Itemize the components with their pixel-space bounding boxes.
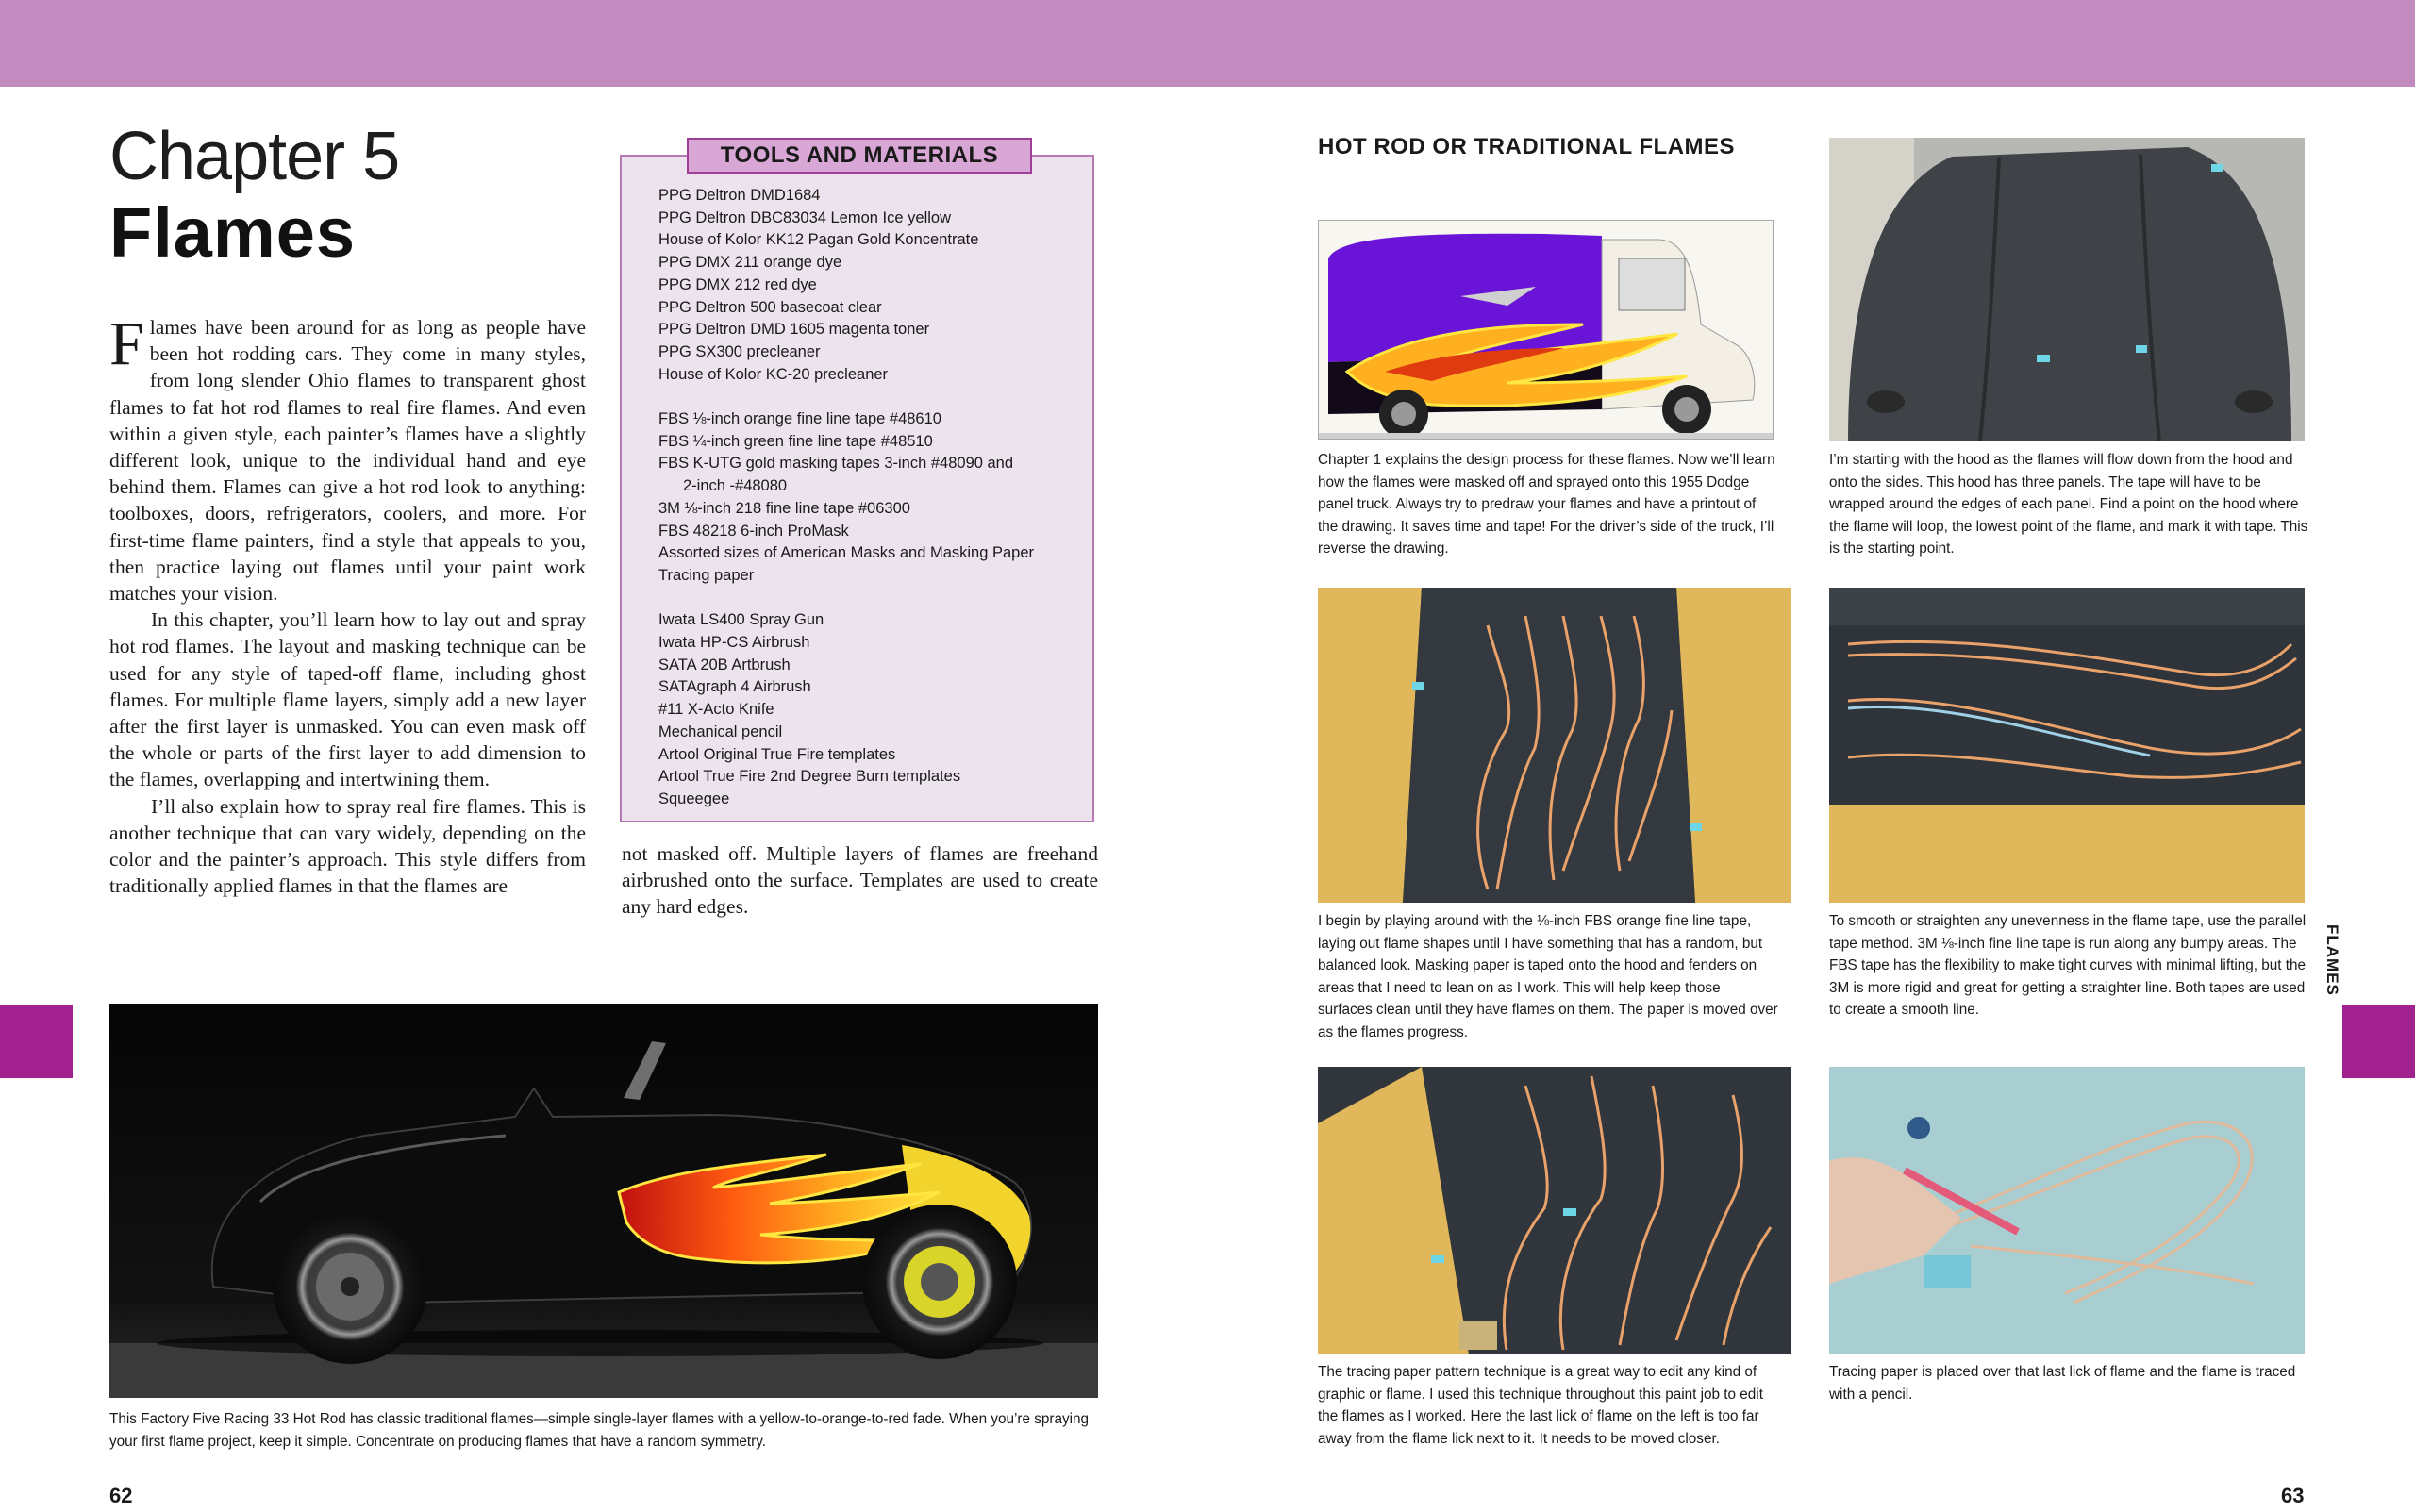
intro-paragraph-2: In this chapter, you’ll learn how to lay out and spray hot rod flames. The layout and masking technique can be used for any style of taped-off flame, including ghost flames. For multiple flame layers, simply add a new layer after the first layer is unmasked. You can even mask off the whole or parts of the first layer to add dimension to the flames, overlapping and intertwining them. <box>109 608 586 791</box>
tool-item: PPG Deltron 500 basecoat clear <box>658 298 882 316</box>
tool-item: #11 X-Acto Knife <box>658 701 774 719</box>
page-number-left: 62 <box>109 1484 133 1507</box>
tool-item: Mechanical pencil <box>658 723 783 740</box>
tool-item: FBS ¼-inch green fine line tape #48510 <box>658 432 933 450</box>
tool-item: 2-inch -#48080 <box>683 477 788 495</box>
caption-4: To smooth or straighten any unevenness in the flame tape, use the parallel tape method. 3M ⅛-inch fine line tape is run along any bumpy areas. The FBS tape has the flexibility to make tight curves with minimal lifting, but the 3M is more rigid and great for getting a straighter line. Both tapes are used to create a smooth line. <box>1829 913 2307 1019</box>
top-color-bar <box>0 0 2415 87</box>
intro-paragraph-1-text: lames have been around for as long as people have been hot rodding cars. They come in many styles, from long slender Ohio flames to transparent ghost flames to fat hot rod flames to real fire flames. And even within a given style, each painter’s flames have a slightly different look, unique to the individual hand and eye behind them. Flames can give a hot rod look to anything: toolboxes, doors, refrigerators, coolers, and more. For first-time flame painters, find a style that appeals to you, then practice laying out flames until your paint work matches your vision. <box>109 316 586 606</box>
caption-6: Tracing paper is placed over that last lick of flame and the flame is traced with a pencil. <box>1829 1364 2296 1403</box>
intro-column-1 <box>109 309 586 899</box>
intro-paragraph-1 <box>109 309 586 606</box>
tool-item: Tracing paper <box>658 566 755 584</box>
parallel-tape-photo <box>1829 588 2305 903</box>
tool-item: 3M ⅛-inch 218 fine line tape #06300 <box>658 499 910 517</box>
side-label-text: FLAMES <box>2323 924 2341 996</box>
tools-materials-header: TOOLS AND MATERIALS <box>687 138 1032 174</box>
caption-1: Chapter 1 explains the design process for these flames. Now we’ll learn how the flames were masked off and sprayed onto this 1955 Dodge panel truck. Always try to predraw your flames and have a printout of the drawing. It saves time and tape! For the driver’s side of the truck, I’ll reverse the drawing. <box>1318 452 1775 557</box>
intro-paragraph-3b: not masked off. Multiple layers of flames are freehand airbrushed onto the surface. Templates are used to create any hard edges. <box>622 842 1098 919</box>
intro-paragraph-3a: I’ll also explain how to spray real fire flames. This is another technique that can vary widely, depending on the color and the painter’s approach. This style differs from traditionally applied flames in that the flames are <box>109 794 586 898</box>
left-side-tab <box>0 1005 73 1078</box>
tool-item: FBS K-UTG gold masking tapes 3-inch #48090 and <box>658 455 1014 473</box>
tool-item: Assorted sizes of American Masks and Masking Paper <box>658 544 1035 562</box>
pencil-tracing-photo <box>1829 1067 2305 1354</box>
tracing-technique-photo <box>1318 1067 1791 1354</box>
caption-3: I begin by playing around with the ⅛-inch FBS orange fine line tape, laying out flame shapes until I have something that has a random, but balanced look. Masking paper is taped onto the hood and fenders on areas that I need to lean on as I work. This will help keep those surfaces clean until they have flames on them. The paper is moved over as the flames progress. <box>1318 913 1778 1040</box>
section-title: HOT ROD OR TRADITIONAL FLAMES <box>1318 134 1736 159</box>
tool-item: FBS ⅛-inch orange fine line tape #48610 <box>658 410 941 428</box>
side-label <box>2323 924 2341 1019</box>
tape-layout-photo <box>1318 588 1791 903</box>
tool-item: PPG Deltron DBC83034 Lemon Ice yellow <box>658 208 951 226</box>
tool-item: PPG SX300 precleaner <box>658 342 821 360</box>
tool-item: Squeegee <box>658 789 730 807</box>
right-side-tab <box>2342 1005 2415 1078</box>
tool-item: PPG DMX 211 orange dye <box>658 254 842 272</box>
caption-5: The tracing paper pattern technique is a great way to edit any kind of graphic or flame. I used this technique throughout this paint job to edit the flames as I worked. Here the last lick of flame on the left is too far away from the flame lick next to it. It needs to be moved closer. <box>1318 1364 1763 1447</box>
hood-photo <box>1829 138 2305 441</box>
tool-item: SATA 20B Artbrush <box>658 656 791 673</box>
drop-cap: F <box>109 309 144 378</box>
tool-item: Artool True Fire 2nd Degree Burn templates <box>658 768 961 786</box>
truck-drawing-photo <box>1318 220 1774 440</box>
page-number-right: 63 <box>2281 1484 2305 1507</box>
chapter-number: Chapter 5 <box>109 119 400 194</box>
tool-item: Iwata HP-CS Airbrush <box>658 634 810 652</box>
tool-item: FBS 48218 6-inch ProMask <box>658 522 849 540</box>
tool-item: PPG Deltron DMD 1605 magenta toner <box>658 321 930 339</box>
chapter-title: Flames <box>109 193 357 272</box>
tools-materials-list <box>658 185 1083 811</box>
tool-item: House of Kolor KC-20 precleaner <box>658 365 889 383</box>
tool-item: House of Kolor KK12 Pagan Gold Koncentrate <box>658 231 979 249</box>
tool-item: PPG DMX 212 red dye <box>658 275 817 293</box>
tool-item: PPG Deltron DMD1684 <box>658 187 821 204</box>
intro-column-2 <box>622 840 1098 921</box>
caption-2: I’m starting with the hood as the flames will flow down from the hood and onto the sides. This hood has three panels. The tape will have to be wrapped around the edges of each panel. Find a point on the hood where the flame will loop, the lowest point of the flame, and mark it with tape. This is the starting point. <box>1829 452 2308 557</box>
tool-item: Artool Original True Fire templates <box>658 745 896 763</box>
hero-caption: This Factory Five Racing 33 Hot Rod has classic traditional flames—simple single-layer flames with a yellow-to-orange-to-red fade. When you’re spraying your first flame project, keep it simple. Concentrate on producing flames that have a random symmetry. <box>109 1411 1090 1450</box>
hot-rod-photo <box>109 1004 1098 1398</box>
tool-item: Iwata LS400 Spray Gun <box>658 611 824 629</box>
tool-item: SATAgraph 4 Airbrush <box>658 678 811 696</box>
